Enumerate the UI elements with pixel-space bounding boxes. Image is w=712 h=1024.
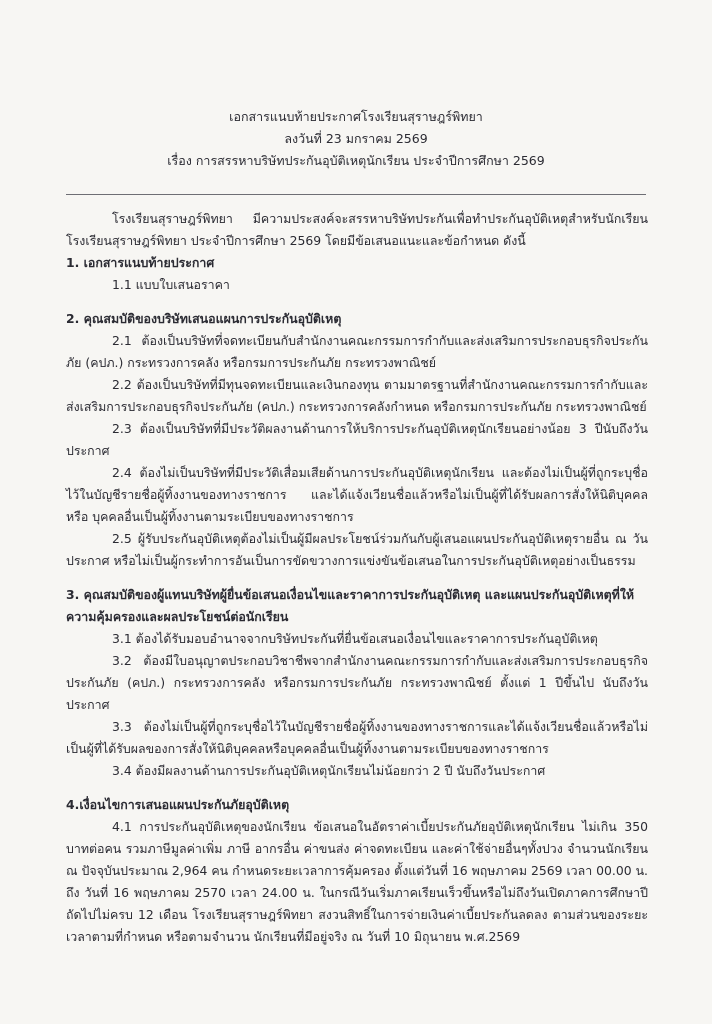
section-2-item-3: 2.3 ต้องเป็นบริษัทที่มีประวัติผลงานด้านการให้บริการประกันอุบัติเหตุนักเรียนอย่างน้อย 3 ปีนับถึงวันประกาศ xyxy=(66,421,648,458)
section-3-item-3: 3.3 ต้องไม่เป็นผู้ที่ถูกระบุชื่อไว้ในบัญชีรายชื่อผู้ทิ้งงานของทางราชการและได้แจ้งเวียนชื่อแล้วหรือไม่เป็นผู้ที่ได้รับผลของการสั่งให้นิติบุคคลหรือบุคคลอื่นเป็นผู้ทิ้งงานตามระเบียบของทางราชการ xyxy=(66,719,648,756)
header-line-3: เรื่อง การสรรหาบริษัทประกันอุบัติเหตุนักเรียน ประจำปีการศึกษา 2569 xyxy=(167,153,545,168)
intro-paragraph: โรงเรียนสุราษฎร์พิทยา มีความประสงค์จะสรรหาบริษัทประกันเพื่อทำประกันอุบัติเหตุสำหรับนักเรียนโรงเรียนสุราษฎร์พิทยา ประจำปีการศึกษา 2569 โดยมีข้อเสนอแนะและข้อกำหนด ดังนี้ xyxy=(66,211,648,248)
document-header xyxy=(0,106,712,172)
header-line-1: เอกสารแนบท้ายประกาศโรงเรียนสุราษฎร์พิทยา xyxy=(229,109,483,124)
header-line-2: ลงวันที่ 23 มกราคม 2569 xyxy=(284,131,428,146)
section-2-item-5: 2.5 ผู้รับประกันอุบัติเหตุต้องไม่เป็นผู้มีผลประโยชน์ร่วมกันกับผู้เสนอแผนประกันอุบัติเหตุรายอื่น ณ วันประกาศ หรือไม่เป็นผู้กระทำการอันเป็นการขัดขวางการแข่งขันข้อเสนอในการประกันอุบัติเหตุอย่างเป็นธรรม xyxy=(66,531,648,568)
section-2-heading: 2. คุณสมบัติของบริษัทเสนอแผนการประกันอุบัติเหตุ xyxy=(66,311,342,326)
document-body xyxy=(66,208,648,948)
section-1-heading: 1. เอกสารแนบท้ายประกาศ xyxy=(66,255,215,270)
section-2-item-2: 2.2 ต้องเป็นบริษัทที่มีทุนจดทะเบียนและเงินกองทุน ตามมาตรฐานที่สำนักงานคณะกรรมการกำกับและส่งเสริมการประกอบธุรกิจประกันภัย (คปภ.) กระทรวงการคลังกำหนด หรือกรมการประกันภัย กระทรวงพาณิชย์ xyxy=(66,377,648,414)
section-1-item-1: 1.1 แบบใบเสนอราคา xyxy=(112,277,230,292)
header-divider xyxy=(66,194,646,195)
section-3-item-4: 3.4 ต้องมีผลงานด้านการประกันอุบัติเหตุนักเรียนไม่น้อยกว่า 2 ปี นับถึงวันประกาศ xyxy=(112,763,546,778)
section-3-item-1: 3.1 ต้องได้รับมอบอำนาจจากบริษัทประกันที่ยื่นข้อเสนอเงื่อนไขและราคาการประกันอุบัติเหตุ xyxy=(112,631,598,646)
section-4-heading: 4.เงื่อนไขการเสนอแผนประกันภัยอุบัติเหตุ xyxy=(66,797,290,812)
section-4-item-1: 4.1 การประกันอุบัติเหตุของนักเรียน ข้อเสนอในอัตราค่าเบี้ยประกันภัยอุบัติเหตุนักเรียน ไม่เกิน 350 บาทต่อคน รวมภาษีมูลค่าเพิ่ม ภาษี อากรอื่น ค่าขนส่ง ค่าจดทะเบียน และค่าใช้จ่ายอื่นๆทั้งปวง จำนวนนักเรียน ณ ปัจจุบันประมาณ 2,964 คน กำหนดระยะเวลาการคุ้มครอง ตั้งแต่วันที่ 16 พฤษภาคม 2569 เวลา 00.00 น. ถึง วันที่ 16 พฤษภาคม 2570 เวลา 24.00 น. ในกรณีวันเริ่มภาคเรียนเร็วขึ้นหรือไม่ถึงวันเปิดภาคการศึกษาปีถัดไปไม่ครบ 12 เดือน โรงเรียนสุราษฎร์พิทยา สงวนสิทธิ์ในการจ่ายเงินค่าเบี้ยประกันลดลง ตามส่วนของระยะเวลาตามที่กำหนด หรือตามจำนวน นักเรียนที่มีอยู่จริง ณ วันที่ 10 มิถุนายน พ.ศ.2569 xyxy=(66,819,648,944)
section-3-item-2: 3.2 ต้องมีใบอนุญาตประกอบวิชาชีพจากสำนักงานคณะกรรมการกำกับและส่งเสริมการประกอบธุรกิจประกันภัย (คปภ.) กระทรวงการคลัง หรือกรมการประกันภัย กระทรวงพาณิชย์ ตั้งแต่ 1 ปีขึ้นไป นับถึงวันประกาศ xyxy=(66,653,648,712)
section-3-heading: 3. คุณสมบัติของผู้แทนบริษัทผู้ยื่นข้อเสนอเงื่อนไขและราคาการประกันอุบัติเหตุ และแผนประกันอุบัติเหตุที่ให้ความคุ้มครองและผลประโยชน์ต่อนักเรียน xyxy=(66,587,635,624)
section-2-item-1: 2.1 ต้องเป็นบริษัทที่จดทะเบียนกับสำนักงานคณะกรรมการกำกับและส่งเสริมการประกอบธุรกิจประกันภัย (คปภ.) กระทรวงการคลัง หรือกรมการประกันภัย กระทรวงพาณิชย์ xyxy=(66,333,648,370)
section-2-item-4: 2.4 ต้องไม่เป็นบริษัทที่มีประวัติเสื่อมเสียด้านการประกันอุบัติเหตุนักเรียน และต้องไม่เป็นผู้ที่ถูกระบุชื่อไว้ในบัญชีรายชื่อผู้ทิ้งงานของทางราชการ และได้แจ้งเวียนชื่อแล้วหรือไม่เป็นผู้ที่ได้รับผลการสั่งให้นิติบุคคลหรือ บุคคลอื่นเป็นผู้ทิ้งงานตามระเบียบของทางราชการ xyxy=(66,465,648,524)
